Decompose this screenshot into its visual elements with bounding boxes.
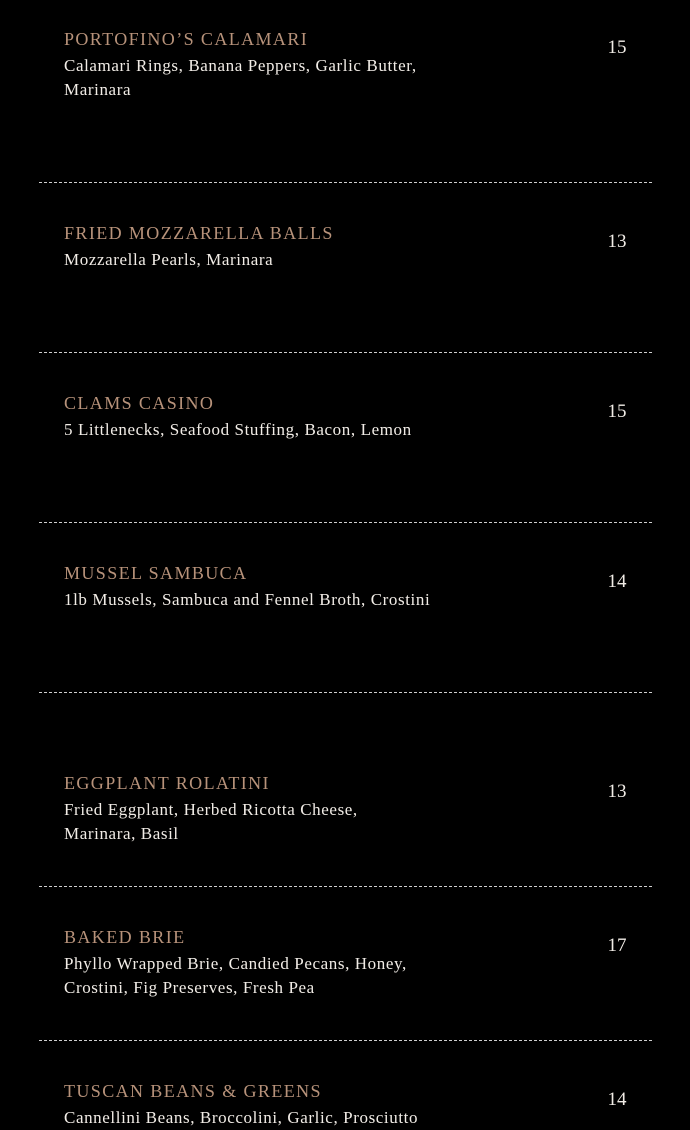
menu-item-description: 1lb Mussels, Sambuca and Fennel Broth, Crostini <box>64 590 431 609</box>
menu-item-description: 5 Littlenecks, Seafood Stuffing, Bacon, Lemon <box>64 420 412 439</box>
menu-item-price: 17 <box>607 935 627 956</box>
item-divider <box>39 522 652 523</box>
menu-item-name: MUSSEL SAMBUCA <box>64 563 248 583</box>
menu-item-price: 15 <box>607 401 627 422</box>
menu-item-description: Cannellini Beans, Broccolini, Garlic, Prosciutto <box>64 1108 419 1127</box>
item-divider <box>39 1040 652 1041</box>
item-divider <box>39 352 652 353</box>
menu-item-price: 14 <box>607 1089 627 1110</box>
menu-item-description: Calamari Rings, Banana Peppers, Garlic Butter, Marinara <box>64 56 417 99</box>
item-divider <box>39 886 652 887</box>
menu-item-name: EGGPLANT ROLATINI <box>64 773 270 793</box>
menu-item-name: TUSCAN BEANS & GREENS <box>64 1081 322 1101</box>
menu-item-name: PORTOFINO’S CALAMARI <box>64 29 309 49</box>
menu-item-price: 15 <box>607 37 627 58</box>
menu-item-price: 13 <box>607 781 627 802</box>
menu-item-price: 14 <box>607 571 627 592</box>
menu-item-price: 13 <box>607 231 627 252</box>
menu-item-name: FRIED MOZZARELLA BALLS <box>64 223 334 243</box>
menu-item-name: BAKED BRIE <box>64 927 186 947</box>
item-divider <box>39 692 652 693</box>
menu-item-name: CLAMS CASINO <box>64 393 215 413</box>
menu-item-description: Phyllo Wrapped Brie, Candied Pecans, Honey, Crostini, Fig Preserves, Fresh Pea <box>64 954 407 997</box>
item-divider <box>39 182 652 183</box>
menu-item-description: Mozzarella Pearls, Marinara <box>64 250 274 269</box>
menu-item-description: Fried Eggplant, Herbed Ricotta Cheese, Marinara, Basil <box>64 800 358 843</box>
